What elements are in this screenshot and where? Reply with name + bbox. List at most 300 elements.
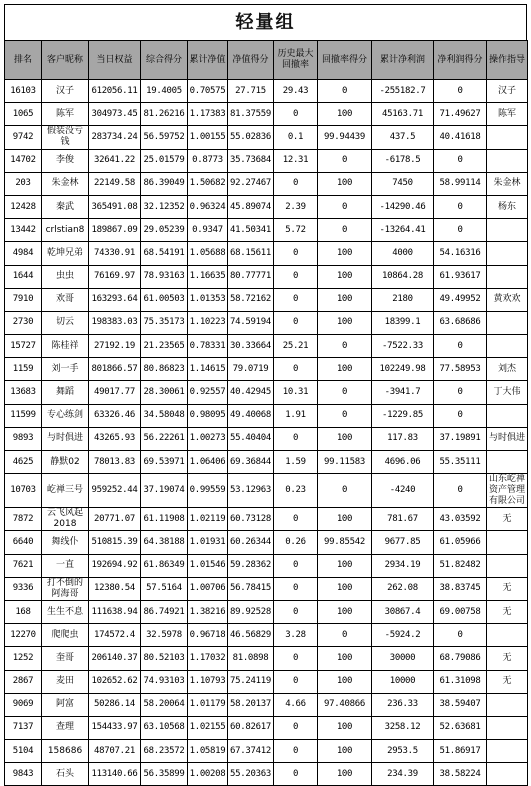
cell-max-drawdown: 0.26: [274, 531, 318, 554]
cell-nav-score: 55.20363: [228, 763, 274, 786]
cell-net-profit: 117.83: [372, 427, 434, 450]
cell-guidance: [487, 554, 528, 577]
cell-nickname: 朱金林: [42, 172, 89, 195]
cell-net-profit: 2953.5: [372, 740, 434, 763]
cell-max-drawdown: 0: [274, 647, 318, 670]
cell-nickname: 乾坤兄弟: [42, 242, 89, 265]
cell-max-drawdown: 0: [274, 358, 318, 381]
cell-equity: 113140.66: [89, 763, 141, 786]
cell-total-score: 61.11908: [141, 508, 188, 531]
cell-nav-score: 46.56829: [228, 624, 274, 647]
cell-equity: 365491.08: [89, 195, 141, 218]
cell-nickname: 刘一手: [42, 358, 89, 381]
cell-total-score: 29.05239: [141, 219, 188, 242]
cell-profit-score: 71.49627: [434, 103, 487, 126]
cell-total-score: 86.74921: [141, 600, 188, 623]
table-row[interactable]: [5, 126, 528, 149]
cell-nickname: 麦田: [42, 670, 89, 693]
cell-max-drawdown: 0: [274, 716, 318, 739]
cell-nav-score: 30.33664: [228, 335, 274, 358]
cell-rank: 6640: [5, 531, 42, 554]
cell-nav-score: 45.89074: [228, 195, 274, 218]
cell-nav-score: 55.40404: [228, 427, 274, 450]
cell-guidance: 无: [487, 670, 528, 693]
cell-rank: 12428: [5, 195, 42, 218]
cell-total-score: 80.52103: [141, 647, 188, 670]
cell-drawdown-score: 100: [318, 288, 372, 311]
cell-nav-score: 69.36844: [228, 451, 274, 474]
cell-rank: 13442: [5, 219, 42, 242]
cell-guidance: [487, 404, 528, 427]
cell-equity: 76169.97: [89, 265, 141, 288]
cell-nav: 1.14615: [188, 358, 228, 381]
cell-total-score: 61.00503: [141, 288, 188, 311]
cell-net-profit: -7522.33: [372, 335, 434, 358]
cell-guidance: 无: [487, 577, 528, 600]
cell-total-score: 64.38188: [141, 531, 188, 554]
cell-drawdown-score: 100: [318, 242, 372, 265]
cell-max-drawdown: 5.72: [274, 219, 318, 242]
cell-rank: 11599: [5, 404, 42, 427]
cell-nickname: 查理: [42, 716, 89, 739]
cell-rank: 10703: [5, 474, 42, 508]
cell-guidance: 汉子: [487, 80, 528, 103]
cell-drawdown-score: 100: [318, 508, 372, 531]
cell-equity: 959252.44: [89, 474, 141, 508]
cell-total-score: 58.20064: [141, 693, 188, 716]
table-row[interactable]: [5, 195, 528, 218]
cell-profit-score: 37.19891: [434, 427, 487, 450]
cell-rank: 14702: [5, 149, 42, 172]
cell-guidance: 黄欢欢: [487, 288, 528, 311]
cell-nickname: 假装没亏钱: [42, 126, 89, 149]
cell-nav: 1.10223: [188, 311, 228, 334]
col-header-max-drawdown[interactable]: 历史最大回撤率: [274, 41, 318, 80]
table-row[interactable]: [5, 358, 528, 381]
table-row[interactable]: [5, 531, 528, 554]
cell-max-drawdown: 0: [274, 172, 318, 195]
table-row[interactable]: [5, 80, 528, 103]
cell-equity: 49017.77: [89, 381, 141, 404]
cell-profit-score: 49.49952: [434, 288, 487, 311]
cell-profit-score: 38.59407: [434, 693, 487, 716]
cell-nickname: 陈军: [42, 103, 89, 126]
cell-nav: 1.01353: [188, 288, 228, 311]
cell-profit-score: 43.03592: [434, 508, 487, 531]
table-row[interactable]: [5, 311, 528, 334]
cell-nav-score: 58.20137: [228, 693, 274, 716]
cell-equity: 612056.11: [89, 80, 141, 103]
cell-nickname: 专心练剑: [42, 404, 89, 427]
cell-guidance: 陈军: [487, 103, 528, 126]
cell-profit-score: 61.31098: [434, 670, 487, 693]
cell-nickname: crlstian8: [42, 219, 89, 242]
cell-net-profit: -1229.85: [372, 404, 434, 427]
cell-guidance: [487, 740, 528, 763]
cell-equity: 50286.14: [89, 693, 141, 716]
cell-max-drawdown: 25.21: [274, 335, 318, 358]
cell-guidance: [487, 242, 528, 265]
cell-net-profit: 9677.85: [372, 531, 434, 554]
cell-nav: 1.02119: [188, 508, 228, 531]
table-row[interactable]: [5, 219, 528, 242]
cell-net-profit: 236.33: [372, 693, 434, 716]
cell-max-drawdown: 12.31: [274, 149, 318, 172]
cell-nav-score: 60.73128: [228, 508, 274, 531]
cell-rank: 1159: [5, 358, 42, 381]
cell-equity: 198383.03: [89, 311, 141, 334]
cell-nav: 1.16635: [188, 265, 228, 288]
cell-drawdown-score: 100: [318, 554, 372, 577]
cell-total-score: 78.93163: [141, 265, 188, 288]
cell-max-drawdown: 1.91: [274, 404, 318, 427]
col-header-guidance[interactable]: 操作指导: [487, 41, 528, 80]
cell-guidance: 无: [487, 508, 528, 531]
cell-profit-score: 63.68686: [434, 311, 487, 334]
cell-net-profit: 781.67: [372, 508, 434, 531]
cell-max-drawdown: 0.1: [274, 126, 318, 149]
cell-nickname: 与时俱进: [42, 427, 89, 450]
cell-nav-score: 80.77771: [228, 265, 274, 288]
cell-nav: 1.00273: [188, 427, 228, 450]
cell-profit-score: 38.58224: [434, 763, 487, 786]
cell-max-drawdown: 0: [274, 577, 318, 600]
cell-max-drawdown: 0: [274, 242, 318, 265]
cell-nickname: 汉子: [42, 80, 89, 103]
cell-drawdown-score: 100: [318, 577, 372, 600]
cell-nickname: 舞蹈: [42, 381, 89, 404]
cell-profit-score: 51.82482: [434, 554, 487, 577]
cell-nav-score: 75.24119: [228, 670, 274, 693]
cell-equity: 510815.39: [89, 531, 141, 554]
table-row[interactable]: [5, 693, 528, 716]
header-row: [5, 41, 528, 80]
table-row[interactable]: [5, 740, 528, 763]
cell-equity: 283734.24: [89, 126, 141, 149]
cell-equity: 304973.45: [89, 103, 141, 126]
cell-nav: 1.17032: [188, 647, 228, 670]
cell-nav: 0.9347: [188, 219, 228, 242]
cell-drawdown-score: 0: [318, 219, 372, 242]
cell-max-drawdown: 0: [274, 103, 318, 126]
table-row[interactable]: [5, 335, 528, 358]
cell-rank: 2867: [5, 670, 42, 693]
cell-equity: 63326.46: [89, 404, 141, 427]
cell-drawdown-score: 99.94439: [318, 126, 372, 149]
cell-net-profit: 45163.71: [372, 103, 434, 126]
cell-rank: 7137: [5, 716, 42, 739]
cell-nickname: 舞线仆: [42, 531, 89, 554]
cell-max-drawdown: 29.43: [274, 80, 318, 103]
cell-nav-score: 81.37559: [228, 103, 274, 126]
cell-guidance: [487, 531, 528, 554]
cell-max-drawdown: 0: [274, 311, 318, 334]
table-row[interactable]: [5, 288, 528, 311]
cell-nickname: 生生不息: [42, 600, 89, 623]
cell-net-profit: -4240: [372, 474, 434, 508]
cell-max-drawdown: 2.39: [274, 195, 318, 218]
table-row[interactable]: [5, 670, 528, 693]
cell-equity: 43265.93: [89, 427, 141, 450]
col-header-nav-score[interactable]: 净值得分: [228, 41, 274, 80]
cell-net-profit: 262.08: [372, 577, 434, 600]
cell-max-drawdown: 0: [274, 288, 318, 311]
cell-nav-score: 27.715: [228, 80, 274, 103]
cell-nav-score: 68.15611: [228, 242, 274, 265]
table-row[interactable]: [5, 404, 528, 427]
cell-equity: 192694.92: [89, 554, 141, 577]
cell-drawdown-score: 100: [318, 103, 372, 126]
cell-max-drawdown: 0: [274, 265, 318, 288]
cell-net-profit: 30867.4: [372, 600, 434, 623]
cell-equity: 102652.62: [89, 670, 141, 693]
cell-nickname: 爬爬虫: [42, 624, 89, 647]
table-row[interactable]: [5, 381, 528, 404]
cell-guidance: [487, 693, 528, 716]
cell-total-score: 32.5978: [141, 624, 188, 647]
cell-nav: 1.50682: [188, 172, 228, 195]
cell-profit-score: 61.93617: [434, 265, 487, 288]
cell-total-score: 69.53971: [141, 451, 188, 474]
cell-guidance: [487, 335, 528, 358]
cell-nav-score: 79.0719: [228, 358, 274, 381]
cell-drawdown-score: 100: [318, 740, 372, 763]
cell-profit-score: 61.05966: [434, 531, 487, 554]
cell-net-profit: 437.5: [372, 126, 434, 149]
col-header-rank[interactable]: 排名: [5, 41, 42, 80]
cell-net-profit: 10864.28: [372, 265, 434, 288]
cell-max-drawdown: 0: [274, 427, 318, 450]
table-row[interactable]: [5, 554, 528, 577]
table-row[interactable]: [5, 716, 528, 739]
cell-nav: 1.05688: [188, 242, 228, 265]
cell-max-drawdown: 0: [274, 508, 318, 531]
cell-drawdown-score: 0: [318, 149, 372, 172]
table-row[interactable]: [5, 508, 528, 531]
table-row[interactable]: [5, 149, 528, 172]
cell-nav: 0.99559: [188, 474, 228, 508]
cell-nav: 0.8773: [188, 149, 228, 172]
cell-nav: 1.17383: [188, 103, 228, 126]
cell-total-score: 56.22261: [141, 427, 188, 450]
cell-equity: 163293.64: [89, 288, 141, 311]
cell-equity: 32641.22: [89, 149, 141, 172]
cell-rank: 4984: [5, 242, 42, 265]
cell-net-profit: 3258.12: [372, 716, 434, 739]
cell-nav-score: 59.28362: [228, 554, 274, 577]
col-header-total-score[interactable]: 综合得分: [141, 41, 188, 80]
cell-drawdown-score: 0: [318, 624, 372, 647]
cell-guidance: 山东屹禅资产管理有限公司: [487, 474, 528, 508]
cell-total-score: 56.35899: [141, 763, 188, 786]
cell-drawdown-score: 0: [318, 80, 372, 103]
cell-net-profit: 18399.1: [372, 311, 434, 334]
cell-net-profit: 2180: [372, 288, 434, 311]
table-row[interactable]: [5, 600, 528, 623]
cell-guidance: 无: [487, 647, 528, 670]
cell-max-drawdown: 0.23: [274, 474, 318, 508]
cell-nickname: 秦武: [42, 195, 89, 218]
cell-nav: 1.00155: [188, 126, 228, 149]
table-row[interactable]: [5, 242, 528, 265]
cell-guidance: [487, 149, 528, 172]
cell-rank: 12270: [5, 624, 42, 647]
cell-nav-score: 41.50341: [228, 219, 274, 242]
cell-equity: 206140.37: [89, 647, 141, 670]
table-row[interactable]: [5, 265, 528, 288]
cell-nickname: 158686: [42, 740, 89, 763]
cell-nickname: 虫虫: [42, 265, 89, 288]
cell-nav-score: 58.72162: [228, 288, 274, 311]
cell-net-profit: 30000: [372, 647, 434, 670]
cell-total-score: 86.39049: [141, 172, 188, 195]
cell-profit-score: 54.16316: [434, 242, 487, 265]
cell-profit-score: 0: [434, 219, 487, 242]
cell-max-drawdown: 0: [274, 670, 318, 693]
cell-total-score: 34.58048: [141, 404, 188, 427]
cell-nav: 1.01546: [188, 554, 228, 577]
cell-nickname: 云飞风起2018: [42, 508, 89, 531]
cell-net-profit: 4696.06: [372, 451, 434, 474]
cell-equity: 20771.07: [89, 508, 141, 531]
cell-profit-score: 0: [434, 624, 487, 647]
cell-nickname: 欢哥: [42, 288, 89, 311]
cell-total-score: 28.30061: [141, 381, 188, 404]
cell-equity: 74330.91: [89, 242, 141, 265]
cell-guidance: [487, 265, 528, 288]
cell-drawdown-score: 99.85542: [318, 531, 372, 554]
table-row[interactable]: [5, 647, 528, 670]
cell-nav-score: 81.0898: [228, 647, 274, 670]
cell-nav-score: 40.42945: [228, 381, 274, 404]
ranking-table: [4, 40, 528, 786]
col-header-drawdown-score[interactable]: 回撤率得分: [318, 41, 372, 80]
cell-rank: 1252: [5, 647, 42, 670]
cell-total-score: 63.10568: [141, 716, 188, 739]
cell-equity: 189867.09: [89, 219, 141, 242]
col-header-net-profit[interactable]: 累计净利润: [372, 41, 434, 80]
cell-nav-score: 74.59194: [228, 311, 274, 334]
table-row[interactable]: [5, 103, 528, 126]
cell-net-profit: -6178.5: [372, 149, 434, 172]
cell-profit-score: 77.58953: [434, 358, 487, 381]
cell-drawdown-score: 0: [318, 335, 372, 358]
cell-nav: 1.06406: [188, 451, 228, 474]
cell-rank: 16103: [5, 80, 42, 103]
cell-equity: 27192.19: [89, 335, 141, 358]
cell-rank: 168: [5, 600, 42, 623]
cell-rank: 15727: [5, 335, 42, 358]
cell-total-score: 25.01579: [141, 149, 188, 172]
cell-net-profit: 102249.98: [372, 358, 434, 381]
cell-nav: 0.98095: [188, 404, 228, 427]
cell-nav: 1.38216: [188, 600, 228, 623]
cell-net-profit: -13264.41: [372, 219, 434, 242]
cell-net-profit: -14290.46: [372, 195, 434, 218]
cell-profit-score: 0: [434, 381, 487, 404]
table-row[interactable]: [5, 577, 528, 600]
col-header-nickname[interactable]: 客户昵称: [42, 41, 89, 80]
cell-max-drawdown: 4.66: [274, 693, 318, 716]
cell-profit-score: 68.79086: [434, 647, 487, 670]
cell-net-profit: 2934.19: [372, 554, 434, 577]
cell-total-score: 56.59752: [141, 126, 188, 149]
cell-nav-score: 55.02836: [228, 126, 274, 149]
sheet-title: 轻量组: [4, 4, 527, 40]
cell-rank: 1644: [5, 265, 42, 288]
cell-net-profit: -5924.2: [372, 624, 434, 647]
cell-drawdown-score: 100: [318, 670, 372, 693]
table-row[interactable]: [5, 624, 528, 647]
cell-guidance: 与时俱进: [487, 427, 528, 450]
cell-rank: 13683: [5, 381, 42, 404]
table-row[interactable]: [5, 172, 528, 195]
cell-rank: 4625: [5, 451, 42, 474]
cell-drawdown-score: 100: [318, 647, 372, 670]
cell-total-score: 74.93103: [141, 670, 188, 693]
cell-total-score: 21.23565: [141, 335, 188, 358]
cell-rank: 9069: [5, 693, 42, 716]
cell-guidance: [487, 219, 528, 242]
cell-nav-score: 67.37412: [228, 740, 274, 763]
cell-nickname: 打不倒的阿海哥: [42, 577, 89, 600]
cell-nickname: 石头: [42, 763, 89, 786]
table-row[interactable]: [5, 474, 528, 508]
cell-guidance: [487, 624, 528, 647]
cell-max-drawdown: 3.28: [274, 624, 318, 647]
cell-rank: 9336: [5, 577, 42, 600]
cell-equity: 22149.58: [89, 172, 141, 195]
cell-total-score: 80.86823: [141, 358, 188, 381]
table-row[interactable]: [5, 763, 528, 786]
table-row[interactable]: [5, 451, 528, 474]
cell-nav-score: 60.82617: [228, 716, 274, 739]
cell-profit-score: 51.86917: [434, 740, 487, 763]
cell-max-drawdown: 1.59: [274, 451, 318, 474]
cell-total-score: 32.12352: [141, 195, 188, 218]
cell-drawdown-score: 0: [318, 474, 372, 508]
cell-drawdown-score: 100: [318, 600, 372, 623]
col-header-nav[interactable]: 累计净值: [188, 41, 228, 80]
cell-total-score: 68.23572: [141, 740, 188, 763]
col-header-profit-score[interactable]: 净利润得分: [434, 41, 487, 80]
cell-drawdown-score: 0: [318, 195, 372, 218]
cell-total-score: 68.54191: [141, 242, 188, 265]
cell-nickname: 奎哥: [42, 647, 89, 670]
cell-nickname: 陈桂祥: [42, 335, 89, 358]
cell-guidance: [487, 763, 528, 786]
cell-equity: 78013.83: [89, 451, 141, 474]
cell-drawdown-score: 0: [318, 381, 372, 404]
cell-profit-score: 0: [434, 404, 487, 427]
cell-nav-score: 60.26344: [228, 531, 274, 554]
cell-profit-score: 0: [434, 80, 487, 103]
cell-nickname: 一直: [42, 554, 89, 577]
cell-nav: 0.96718: [188, 624, 228, 647]
cell-drawdown-score: 100: [318, 427, 372, 450]
cell-equity: 154433.97: [89, 716, 141, 739]
cell-drawdown-score: 100: [318, 763, 372, 786]
cell-profit-score: 0: [434, 149, 487, 172]
cell-guidance: [487, 311, 528, 334]
cell-profit-score: 0: [434, 195, 487, 218]
table-row[interactable]: [5, 427, 528, 450]
cell-rank: 5104: [5, 740, 42, 763]
cell-net-profit: -3941.7: [372, 381, 434, 404]
col-header-equity[interactable]: 当日权益: [89, 41, 141, 80]
cell-guidance: 刘杰: [487, 358, 528, 381]
cell-rank: 7621: [5, 554, 42, 577]
